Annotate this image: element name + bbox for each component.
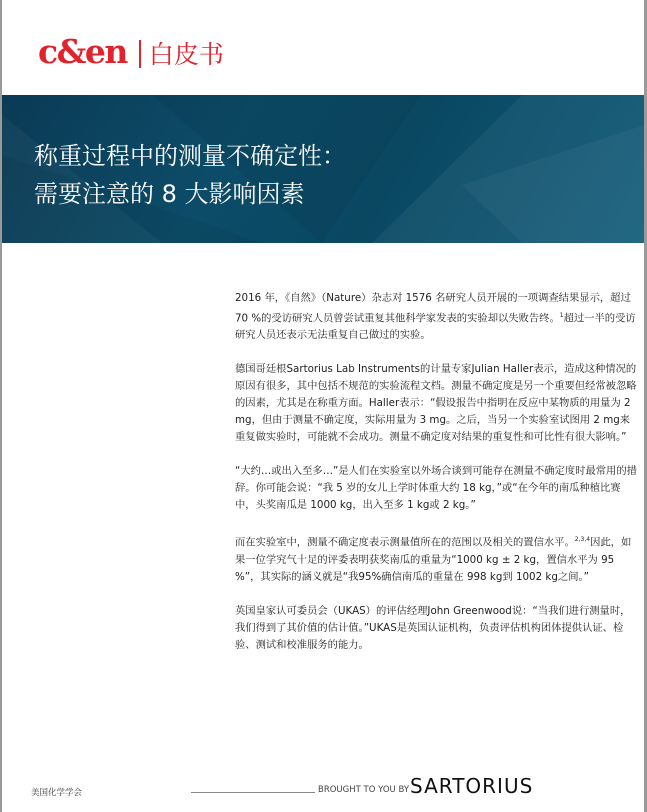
title-line-2: 需要注意的 8 大影响因素: [34, 180, 305, 208]
paragraph: [235, 603, 637, 654]
article-body: [235, 290, 637, 671]
document-title: [34, 137, 346, 213]
logo-divider: [139, 40, 141, 68]
title-banner: [2, 95, 644, 243]
paragraph-text: 英国皇家认可委员会（UKAS）的评估经理John Greenwood说：“当我们进行测量时，我们得到了其价值的估计值。”UKAS是英国认证机构，负责评估机构团体提供认证、检验、测试和校准服务的能力。: [235, 604, 631, 651]
paragraph-text: “大约…或出入至多…”是人们在实验室以外场合谈到可能存在测量不确定度时最常用的措辞。你可能会说：“我 5 岁的女儿上学时体重大约 18 kg，”或“在今年的南瓜种植比赛中，头奖南瓜是 1000 kg，出入至多 1 kg或 2 kg。”: [235, 465, 637, 512]
paragraph: [235, 290, 637, 344]
footnote-ref: 2,3,4: [574, 536, 591, 544]
paragraph-text: 超过一半的受访研究人员还表示无法重复自己做过的实验。: [235, 312, 636, 342]
paragraph-text: 德国哥廷根Sartorius Lab Instruments的计量专家Julian Haller表示，造成这种情况的原因有很多，其中包括不规范的实验流程文档。测量不确定度是另一个重要但经常被忽略的因素，尤其是在称重方面。Haller表示：“假设报告中指明在反应中某物质的用量为 2 mg，但由于测量不确定度，实际用量为 3 mg。之后，当另一个实验室试图用 2 mg来重复做实验时，可能就不会成功。测量不确定度对结果的重复性和可比性有很大影响。”: [235, 363, 637, 444]
paragraph: [235, 361, 637, 446]
publisher-name: 美国化学学会: [31, 788, 83, 798]
document-type-label: 白皮书: [148, 39, 224, 69]
header-logo: [38, 32, 224, 71]
paragraph-text: 因此，如果一位学究气十足的评委表明获奖南瓜的重量为“1000 kg ± 2 kg，置信水平为 95 %”，其实际的涵义就是“我95%确信南瓜的重量在 998 kg到 1002 kg之间。”: [235, 536, 632, 583]
paragraph: [235, 531, 637, 585]
paragraph: [235, 463, 637, 514]
paragraph-text: 2016 年，《自然》（Nature）杂志对 1576 名研究人员开展的一项调查结果显示，超过 70 %的受访研究人员曾尝试重复其他科学家发表的实验却以失败告终。: [235, 292, 631, 325]
cen-logo: c&en: [38, 32, 127, 71]
footnote-ref: 1: [559, 312, 564, 319]
brought-to-you-by: BROUGHT TO YOU BY: [318, 785, 410, 795]
footer-divider: [191, 792, 315, 793]
sartorius-logo: SARTORIUS: [410, 774, 534, 798]
paragraph-text: 而在实验室中，测量不确定度表示测量值所在的范围以及相关的置信水平。: [235, 536, 575, 549]
title-line-1: 称重过程中的测量不确定性：: [34, 142, 346, 170]
